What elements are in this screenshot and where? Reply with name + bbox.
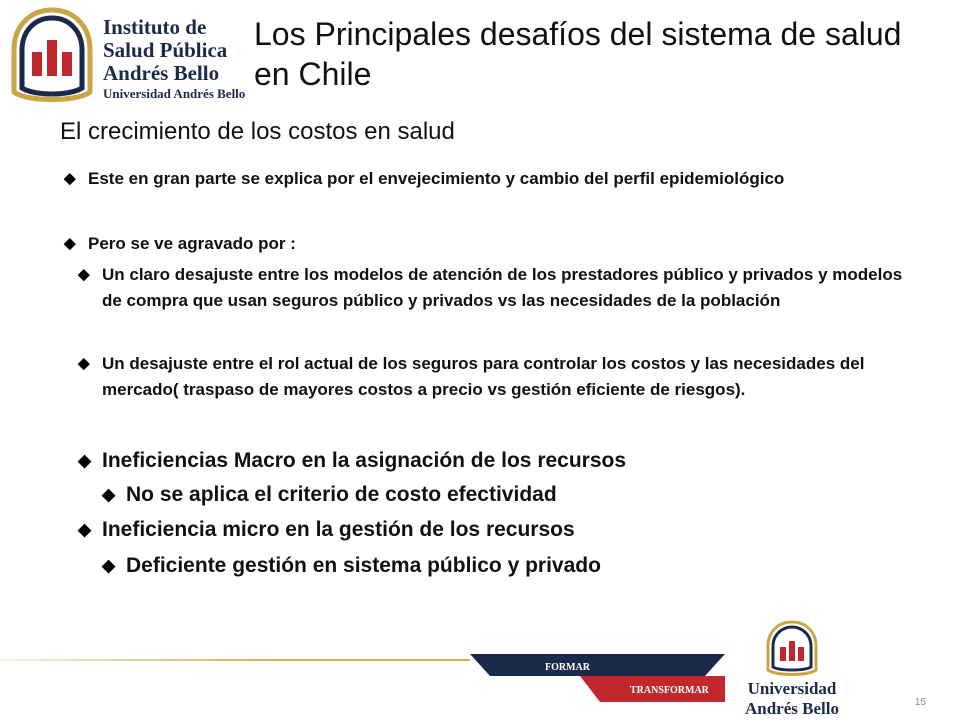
sub-bullet-item [78, 351, 908, 403]
formar-label: FORMAR [545, 662, 590, 673]
diamond-bullet-icon: ◆ [102, 485, 116, 504]
diamond-bullet-icon: ◆ [102, 556, 116, 575]
bullet-text: Ineficiencia micro en la gestión de los recursos [102, 518, 575, 541]
bullet-item [64, 231, 884, 257]
slide-title: Los Principales desafíos del sistema de salud en Chile [254, 16, 902, 92]
logo-line: Andrés Bello [103, 61, 220, 85]
shield-emblem-icon [6, 6, 98, 106]
sub-bullet-item [78, 515, 908, 545]
diamond-bullet-icon: ◆ [64, 235, 76, 252]
bullet-text: Deficiente gestión en sistema público y privado [126, 554, 601, 577]
logo-line: Salud Pública [103, 38, 228, 62]
university-name-line: Andrés Bello [745, 699, 839, 718]
page-number: 15 [914, 697, 926, 708]
bullet-text: Un desajuste entre el rol actual de los seguros para controlar los costos y las necesidades del mercado( traspaso de mayores costos a precio vs gestión eficiente de riesgos). [102, 354, 865, 399]
bullet-text: Un claro desajuste entre los modelos de atención de los prestadores público y privados y modelos de compra que usan seguros público y privados vs las necesidades de la población [102, 265, 903, 310]
slide-subtitle: El crecimiento de los costos en salud [60, 118, 455, 145]
sub-sub-bullet-item [102, 551, 902, 581]
bullet-text: Ineficiencias Macro en la asignación de los recursos [102, 449, 627, 472]
diamond-bullet-icon: ◆ [78, 355, 90, 372]
sub-sub-bullet-item [102, 480, 902, 510]
logo-subline: Universidad Andrés Bello [103, 86, 246, 101]
diamond-bullet-icon: ◆ [78, 451, 92, 470]
bullet-text: Este en gran parte se explica por el envejecimiento y cambio del perfil epidemiológico [88, 169, 785, 188]
diamond-bullet-icon: ◆ [64, 170, 76, 187]
diamond-bullet-icon: ◆ [78, 266, 90, 283]
bullet-item [64, 166, 884, 192]
sub-bullet-item [78, 262, 908, 314]
institute-logo [6, 6, 256, 106]
sub-bullet-item [78, 446, 908, 476]
university-name-line: Universidad [747, 679, 837, 698]
diamond-bullet-icon: ◆ [78, 520, 92, 539]
formar-band [470, 654, 725, 676]
bullet-text: No se aplica el criterio de costo efectividad [126, 483, 557, 506]
logo-line: Instituto de [103, 15, 207, 39]
university-logo [745, 622, 839, 718]
bullet-text: Pero se ve agravado por : [88, 234, 296, 253]
logo-wordmark [103, 16, 245, 103]
transformar-label: TRANSFORMAR [630, 685, 709, 696]
footer-banner [0, 620, 960, 720]
gold-rule [0, 659, 470, 661]
shield-emblem-icon [768, 622, 816, 675]
